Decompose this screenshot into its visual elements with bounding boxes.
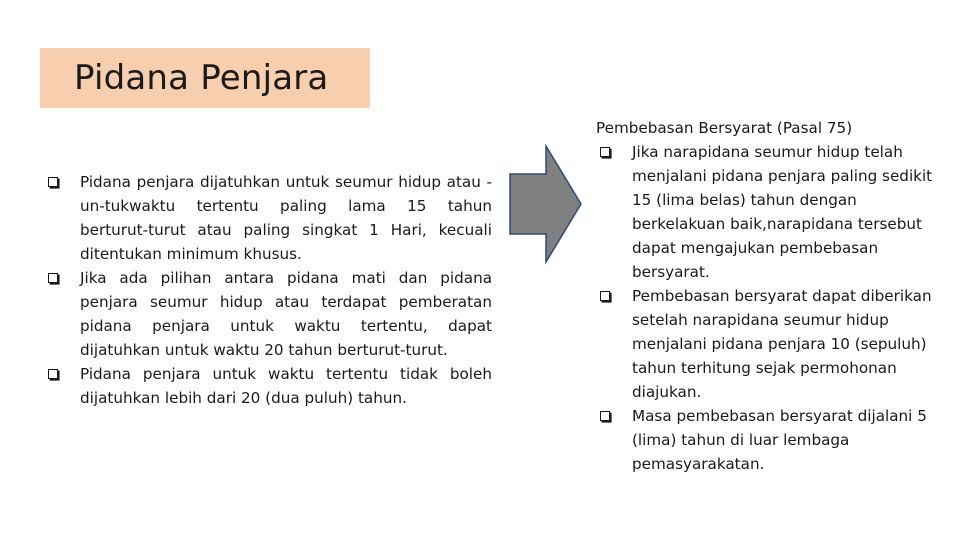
left-bullet-list bbox=[64, 170, 492, 410]
square-bullet-icon bbox=[48, 273, 58, 283]
list-item-text: Pembebasan bersyarat dapat diberikan setelah narapidana seumur hidup menjalani pidana penjara 10 (sepuluh) tahun terhitung sejak permohonan diajukan. bbox=[632, 287, 932, 401]
square-bullet-icon bbox=[600, 291, 610, 301]
section-heading: Pembebasan Bersyarat (Pasal 75) bbox=[596, 119, 853, 137]
list-item-text: Pidana penjara dijatuhkan untuk seumur hidup atau -un-tukwaktu tertentu paling lama 15 tahun berturut‑turut atau paling singkat 1 Hari, kecuali ditentukan minimum khusus. bbox=[80, 173, 492, 263]
slide-title: Pidana Penjara bbox=[74, 58, 329, 98]
list-item bbox=[596, 140, 946, 284]
list-item bbox=[64, 266, 492, 362]
right-arrow-icon bbox=[508, 144, 583, 264]
list-item-text: Pidana penjara untuk waktu tertentu tidak boleh dijatuhkan lebih dari 20 (dua puluh) tahun. bbox=[80, 365, 492, 407]
list-item-text: Jika ada pilihan antara pidana mati dan pidana penjara seumur hidup atau terdapat pemberatan pidana penjara untuk waktu tertentu, dapat dijatuhkan untuk waktu 20 tahun berturut‑turut. bbox=[80, 269, 492, 359]
list-item bbox=[596, 404, 946, 476]
list-item-text: Jika narapidana seumur hidup telah menjalani pidana penjara paling sedikit 15 (lima belas) tahun dengan berkelakuan baik,narapidana tersebut dapat mengajukan pembebasan bersyarat. bbox=[632, 143, 933, 281]
list-item bbox=[64, 362, 492, 410]
list-item-text: Masa pembebasan bersyarat dijalani 5 (lima) tahun di luar lembaga pemasyarakatan. bbox=[632, 407, 927, 473]
square-bullet-icon bbox=[48, 369, 58, 379]
square-bullet-icon bbox=[48, 177, 58, 187]
parole-section bbox=[596, 116, 946, 476]
list-item bbox=[64, 170, 492, 266]
square-bullet-icon bbox=[600, 147, 610, 157]
list-item bbox=[596, 284, 946, 404]
title-banner bbox=[40, 48, 370, 108]
square-bullet-icon bbox=[600, 411, 610, 421]
right-bullet-list bbox=[596, 140, 946, 476]
